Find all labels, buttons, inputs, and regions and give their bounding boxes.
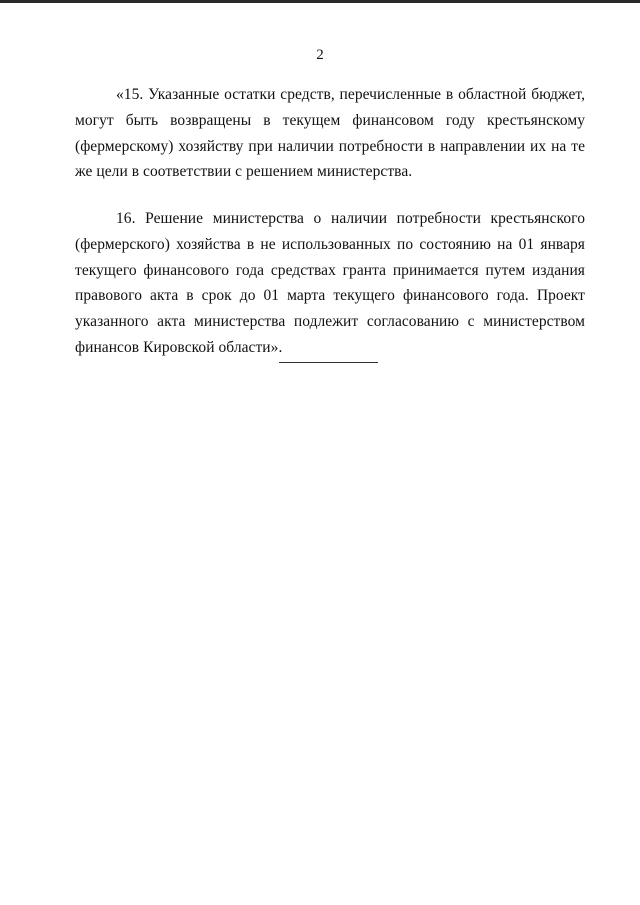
page-number: 2 <box>316 47 324 63</box>
page-top-border <box>0 0 640 3</box>
end-divider-line <box>279 362 378 363</box>
paragraph-16: 16. Решение министерства о наличии потребности крестьянского (фермерского) хозяйства в не использованных по состоянию на 01 января текущего финансового года средствах гранта принимается путем издания правового акта в срок до 01 марта текущего финансового года. Проект указанного акта министерства подлежит согласованию с министерством финансов Кировской области». <box>75 210 585 356</box>
paragraph-15: «15. Указанные остатки средств, перечисленные в областной бюджет, могут быть возвращены в текущем финансовом году крестьянскому (фермерскому) хозяйству при наличии потребности в направлении их на те же цели в соответствии с решением министерства. <box>75 86 585 181</box>
